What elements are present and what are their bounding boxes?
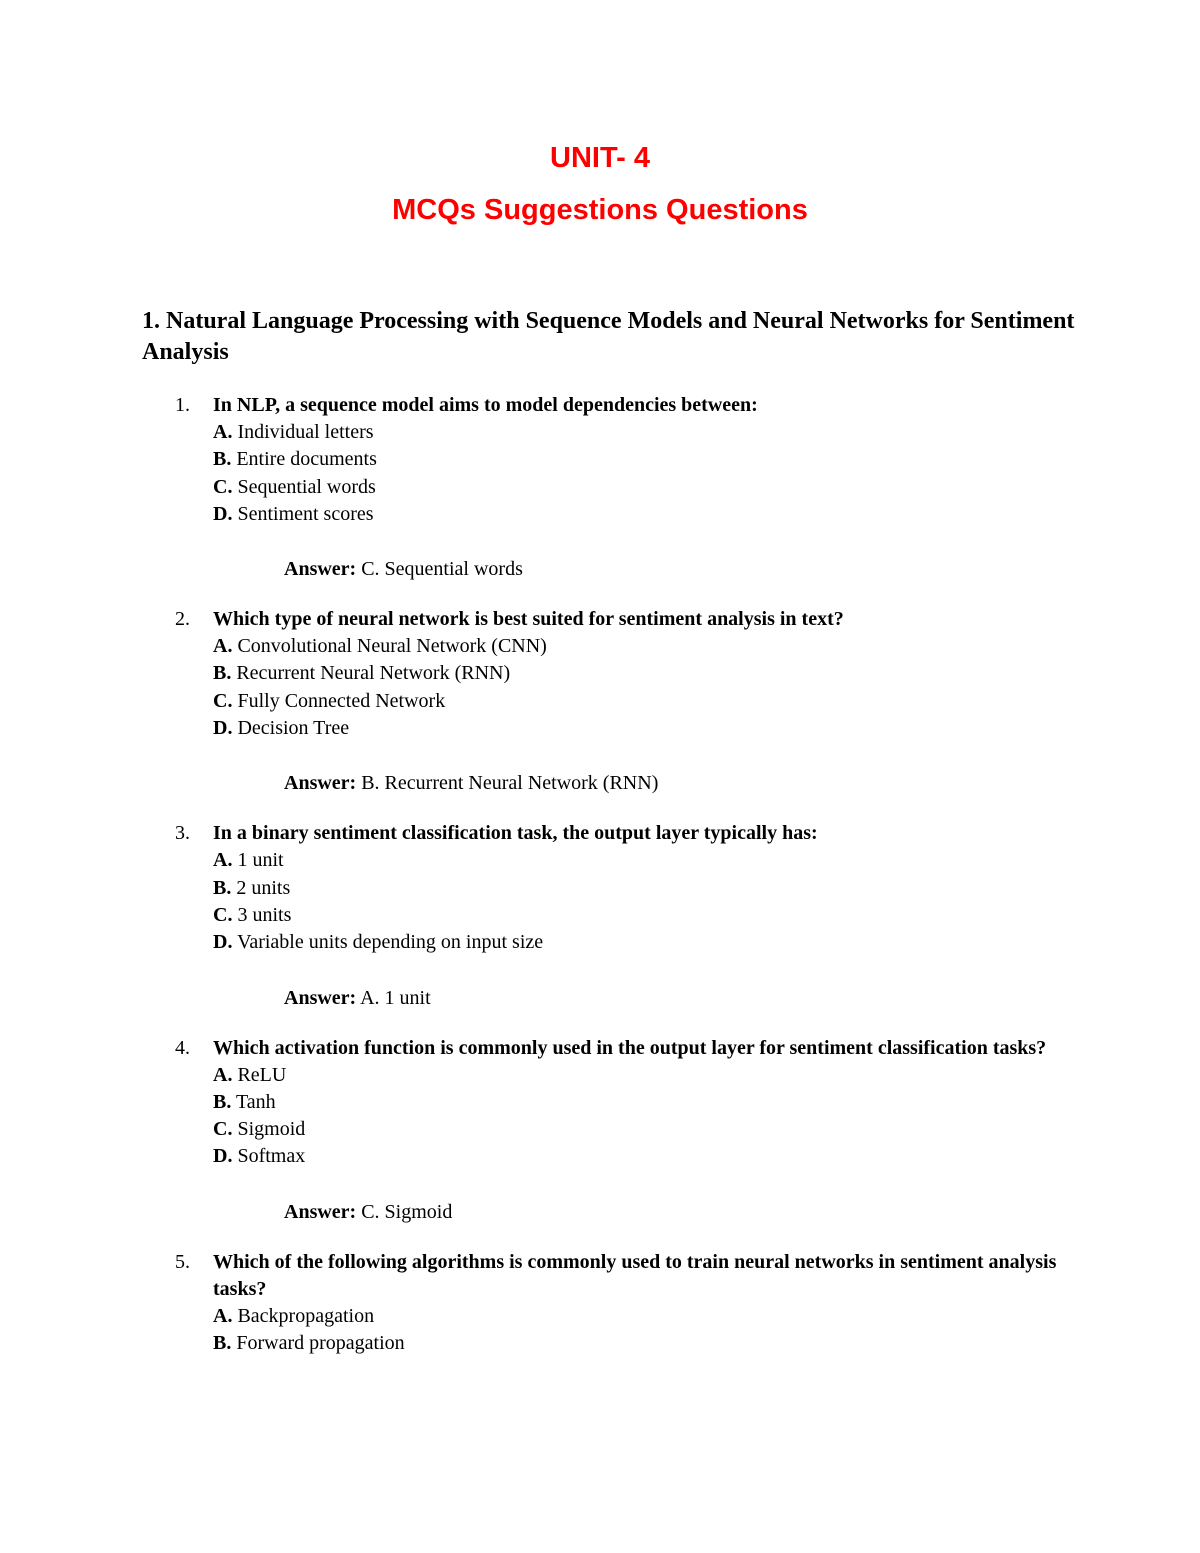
option-key: A. [213,1063,233,1086]
option-text: Sequential words [232,475,376,498]
option-text: 2 units [231,876,291,899]
option-key: C. [213,903,233,926]
option-key: D. [213,1145,233,1168]
option-key: B. [213,876,232,899]
option-text: Individual letters [232,421,374,443]
option-a [213,847,1082,874]
option-key: C. [213,1118,233,1141]
option-text: Convolutional Neural Network (CNN) [232,635,547,658]
option-key: A. [213,849,233,872]
question-number: 3. [175,822,190,845]
option-a [213,633,1082,660]
question-2 [142,606,1082,797]
option-text: Decision Tree [232,717,350,740]
answer-line [213,1199,1082,1226]
option-text: ReLU [232,1063,287,1086]
question-text: Which type of neural network is best suited for sentiment analysis in text? [213,608,844,631]
question-text: In NLP, a sequence model aims to model dependencies between: [213,394,758,416]
answer-label: Answer: [284,1200,357,1223]
question-1 [142,392,1082,583]
question-5 [142,1249,1082,1358]
option-key: A. [213,421,233,443]
option-key: B. [213,448,232,471]
answer-line [213,770,1082,797]
answer-value: A. 1 unit [356,986,431,1009]
answer-value: B. Recurrent Neural Network (RNN) [356,772,659,795]
option-c [213,1116,1082,1143]
option-d [213,715,1082,742]
option-text: Sentiment scores [232,502,374,525]
option-key: D. [213,931,233,954]
option-b [213,446,1082,473]
option-key: C. [213,475,233,498]
answer-label: Answer: [284,558,357,581]
option-text: Forward propagation [231,1332,405,1355]
answer-value: C. Sigmoid [356,1200,453,1223]
option-text: Variable units depending on input size [232,931,544,954]
option-key: A. [213,1304,233,1327]
answer-label: Answer: [284,986,357,1009]
option-key: B. [213,1090,232,1113]
answer-label: Answer: [284,772,357,795]
answer-line [213,556,1082,583]
option-text: Backpropagation [232,1304,375,1327]
question-3 [142,820,1082,1011]
option-c [213,902,1082,929]
question-4 [142,1035,1082,1226]
question-text: In a binary sentiment classification task, the output layer typically has: [213,822,818,845]
unit-title: UNIT- 4 [550,142,650,174]
answer-line [213,985,1082,1012]
option-text: Fully Connected Network [232,689,446,712]
question-text: Which of the following algorithms is commonly used to train neural networks in sentiment analysis tasks? [213,1250,1057,1300]
question-number: 5. [175,1250,190,1273]
option-text: 3 units [232,903,292,926]
option-text: Sigmoid [232,1118,306,1141]
option-text: Softmax [232,1145,306,1168]
option-text: Tanh [231,1090,276,1113]
option-key: D. [213,717,233,740]
option-key: A. [213,635,233,658]
option-b [213,660,1082,687]
option-text: Recurrent Neural Network (RNN) [231,662,511,685]
option-a [213,1303,1082,1330]
option-d [213,501,1082,528]
option-b [213,875,1082,902]
option-a [213,1062,1082,1089]
option-text: 1 unit [232,849,284,872]
option-a [213,419,1082,446]
option-d [213,1143,1082,1170]
option-c [213,688,1082,715]
option-key: C. [213,689,233,712]
title-block [0,142,1200,226]
section-heading: 1. Natural Language Processing with Sequence Models and Neural Networks for Sentiment Analysis [142,308,1075,365]
question-text: Which activation function is commonly used in the output layer for sentiment classification tasks? [213,1036,1047,1059]
option-text: Entire documents [231,448,377,471]
question-number: 1. [175,394,190,416]
option-key: B. [213,662,232,685]
option-d [213,929,1082,956]
question-number: 4. [175,1036,190,1059]
option-b [213,1330,1082,1357]
option-key: D. [213,502,233,525]
question-list [142,392,1082,1380]
question-number: 2. [175,608,190,631]
option-key: B. [213,1332,232,1355]
option-b [213,1089,1082,1116]
answer-value: C. Sequential words [356,558,523,581]
page-subtitle: MCQs Suggestions Questions [392,194,808,226]
option-c [213,474,1082,501]
